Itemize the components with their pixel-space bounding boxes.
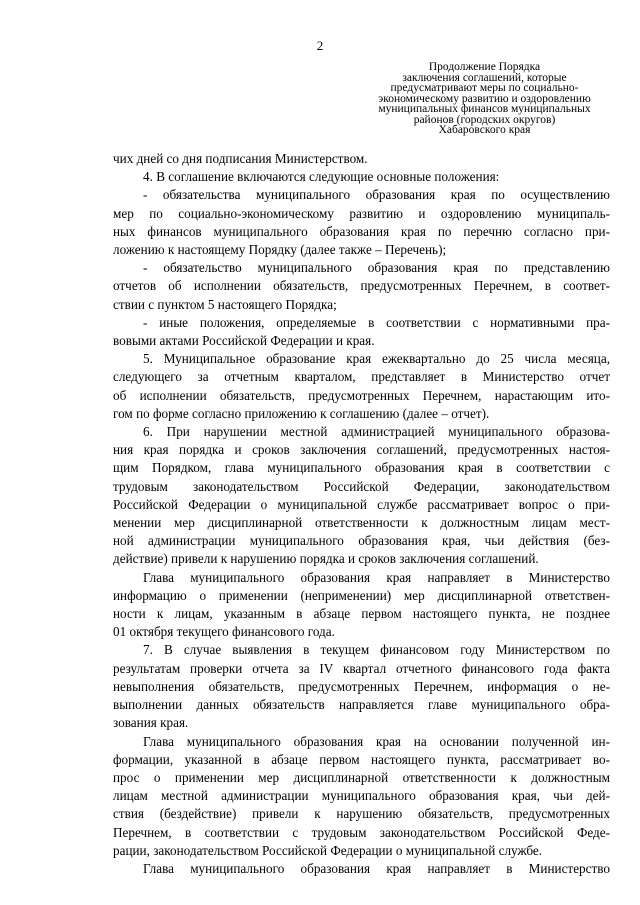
text-line: щим Порядком, глава муниципального образования края в соответствии с: [113, 460, 610, 476]
text-line: - иные положения, определяемые в соответствии с нормативными пра-: [143, 314, 610, 330]
text-line: зования края.: [113, 715, 189, 731]
header-line: районов (городских округов): [413, 113, 556, 126]
text-line: 6. При нарушении местной администрацией муниципального образова-: [143, 424, 610, 440]
text-line: ности к лицам, указанным в абзаце первом настоящего пункта, не позднее: [113, 606, 610, 622]
text-line: - обязательство муниципального образования края по представлению: [143, 260, 610, 276]
text-line: информацию о применении (неприменении) мер дисциплинарной ответствен-: [113, 587, 610, 603]
text-line: гом по форме согласно приложению к соглашению (далее – отчет).: [113, 405, 490, 421]
text-line: мер по социально-экономическому развитию и оздоровлению муниципаль-: [113, 205, 610, 221]
text-line: прос о применении мер дисциплинарной ответственности к должностным: [113, 769, 610, 785]
text-line: лицам местной администрации муниципального образования края, чьи дей-: [113, 788, 610, 804]
text-line: формации, указанной в абзаце первом настоящего пункта, рассматривает во-: [113, 751, 610, 767]
body-text: [113, 150, 610, 878]
text-line: отчетов об исполнении обязательств, предусмотренных Перечнем, в соответ-: [113, 278, 610, 294]
text-line: ных финансов муниципального образования края по перечню согласно при-: [113, 223, 610, 239]
text-line: чих дней со дня подписания Министерством.: [113, 151, 368, 166]
header-block: [352, 62, 617, 136]
text-line: Российской Федерации о муниципальной службе рассматривает вопрос о при-: [113, 496, 610, 512]
text-line: - обязательства муниципального образования края по осуществлению: [143, 187, 610, 203]
header-line: заключения соглашений, которые: [402, 71, 567, 84]
header-line: муниципальных финансов муниципальных: [378, 103, 591, 115]
header-line: Продолжение Порядка: [428, 61, 541, 73]
header-line: экономическому развитию и оздоровлению: [378, 92, 591, 105]
text-line: трудовым законодательством Российской Федерации, законодательством: [113, 478, 610, 494]
text-line: Глава муниципального образования края на основании полученной ин-: [143, 733, 610, 749]
text-line: ложению к настоящему Порядку (далее также – Перечень);: [113, 242, 447, 258]
text-line: действие) привели к нарушению порядка и сроков заключения соглашений.: [113, 551, 539, 567]
text-line: Глава муниципального образования края направляет в Министерство: [143, 860, 610, 876]
text-line: ствия (бездействие) привели к нарушению обязательств, предусмотренных: [113, 806, 610, 822]
text-line: рации, законодательством Российской Федерации о муниципальной службе.: [113, 842, 543, 858]
text-line: об исполнении обязательств, предусмотренных Перечнем, нарастающим ито-: [113, 387, 610, 403]
text-line: 7. В случае выявления в текущем финансовом году Министерством по: [143, 642, 610, 658]
text-line: 01 октября текущего финансового года.: [113, 624, 335, 640]
header-line: Хабаровского края: [438, 124, 531, 136]
text-line: ния края порядка и сроков заключения соглашений, предусмотренных настоя-: [113, 442, 610, 458]
text-line: 4. В соглашение включаются следующие основные положения:: [143, 169, 500, 185]
text-line: Перечнем, в соответствии с трудовым законодательством Российской Феде-: [113, 824, 610, 840]
text-line: 5. Муниципальное образование края ежеквартально до 25 числа месяца,: [143, 351, 610, 367]
text-line: невыполнения обязательств, предусмотренных Перечнем, информация о не-: [113, 678, 610, 694]
page-number: 2: [316, 38, 324, 53]
text-line: ствии с пунктом 5 настоящего Порядка;: [113, 296, 337, 312]
text-line: менении мер дисциплинарной ответственности к должностным лицам мест-: [113, 515, 610, 531]
text-line: выполнении данных обязательств направляется главе муниципального обра-: [113, 697, 610, 713]
text-line: следующего за отчетным кварталом, представляет в Министерство отчет: [113, 369, 610, 385]
header-line: предусматривают меры по социально-: [390, 82, 579, 94]
text-line: результатам проверки отчета за IV квартал отчетного финансового года факта: [113, 660, 610, 676]
text-line: вовыми актами Российской Федерации и края.: [113, 333, 375, 349]
text-line: ной администрации муниципального образования края, чьи действия (без-: [113, 533, 610, 549]
text-line: Глава муниципального образования края направляет в Министерство: [143, 569, 610, 585]
